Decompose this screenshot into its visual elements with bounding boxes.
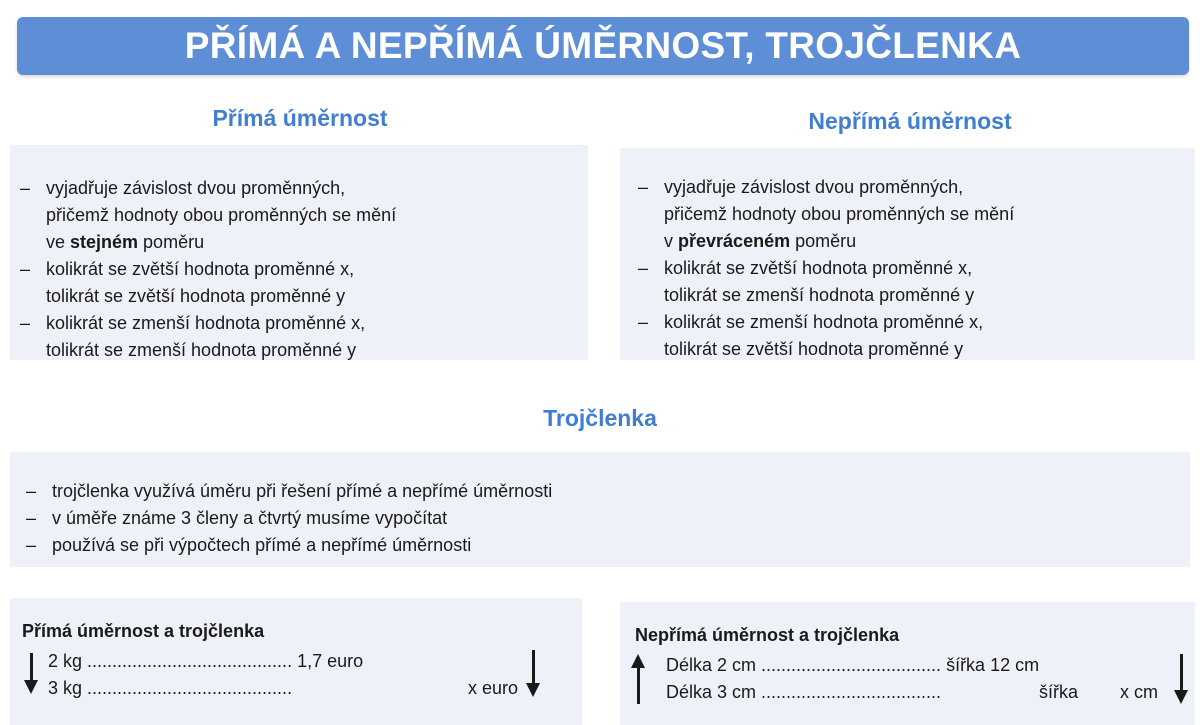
direct-heading: Přímá úměrnost — [212, 105, 388, 131]
row-right: x euro — [467, 678, 518, 698]
trojclenka-heading: Trojčlenka — [543, 405, 657, 431]
dash: – — [20, 178, 31, 198]
dash: – — [26, 535, 37, 555]
direct-example-row-1: 2 kg ......................................... 1,7 euro — [48, 651, 364, 671]
bullet-line: kolikrát se zvětší hodnota proměnné x, — [664, 258, 973, 278]
list-item — [638, 174, 1188, 255]
bullet-line: trojčlenka využívá úměru při řešení přímé a nepřímé úměrnosti — [52, 481, 553, 501]
direct-example-panel — [10, 598, 582, 725]
bullet-line — [46, 229, 580, 256]
title-banner — [17, 17, 1189, 75]
inverse-example-row-2 — [666, 682, 1158, 703]
inverse-panel — [620, 148, 1195, 360]
bullet-line: tolikrát se zvětší hodnota proměnné y — [46, 286, 346, 306]
direct-example-title: Přímá úměrnost a trojčlenka — [22, 621, 265, 641]
row-left: 3 kg ......................................... — [48, 678, 293, 698]
direct-panel — [10, 145, 588, 360]
inverse-example-panel — [620, 602, 1195, 725]
dash: – — [20, 313, 31, 333]
direct-example-row-2 — [48, 678, 518, 699]
inverse-bullet-list — [638, 174, 1188, 363]
bullet-line: přičemž hodnoty obou proměnných se mění — [46, 205, 397, 225]
text-fragment: ve — [46, 232, 71, 252]
list-item — [20, 310, 580, 364]
bullet-line: kolikrát se zvětší hodnota proměnné x, — [46, 259, 355, 279]
list-item — [26, 478, 1126, 505]
row-right: x cm — [1120, 682, 1158, 702]
list-item — [20, 256, 580, 310]
dash: – — [26, 508, 37, 528]
page-title: PŘÍMÁ A NEPŘÍMÁ ÚMĚRNOST, TROJČLENKA — [184, 25, 1022, 66]
direct-bullet-list — [20, 175, 580, 364]
trojclenka-panel — [10, 452, 1190, 567]
emphasis: stejném — [70, 232, 139, 252]
bullet-line: kolikrát se zmenší hodnota proměnné x, — [664, 312, 984, 332]
bullet-line: vyjadřuje závislost dvou proměnných, — [664, 177, 964, 197]
list-item — [26, 532, 1126, 559]
bullet-line — [664, 228, 1188, 255]
dash: – — [20, 259, 31, 279]
dash: – — [638, 177, 649, 197]
list-item — [638, 255, 1188, 309]
bullet-line: používá se při výpočtech přímé a nepřímé úměrnosti — [52, 535, 472, 555]
bullet-line: tolikrát se zvětší hodnota proměnné y — [664, 339, 964, 359]
inverse-heading: Nepřímá úměrnost — [808, 108, 1012, 134]
text-fragment: poměru — [138, 232, 205, 252]
text-fragment: v — [664, 231, 679, 251]
dash: – — [638, 312, 649, 332]
row-left: Délka 3 cm .................................... — [666, 682, 942, 702]
trojclenka-bullet-list — [26, 478, 1126, 559]
bullet-line: tolikrát se zmenší hodnota proměnné y — [46, 340, 357, 360]
list-item — [20, 175, 580, 256]
dash: – — [638, 258, 649, 278]
list-item — [26, 505, 1126, 532]
inverse-example-title: Nepřímá úměrnost a trojčlenka — [635, 625, 900, 645]
bullet-line: tolikrát se zmenší hodnota proměnné y — [664, 285, 975, 305]
bullet-line: kolikrát se zmenší hodnota proměnné x, — [46, 313, 366, 333]
text-fragment: poměru — [790, 231, 857, 251]
inverse-example-row-1: Délka 2 cm .................................... šířka 12 cm — [666, 655, 1040, 675]
bullet-line: přičemž hodnoty obou proměnných se mění — [664, 204, 1015, 224]
list-item — [638, 309, 1188, 363]
dash: – — [26, 481, 37, 501]
bullet-line: v úměře známe 3 členy a čtvrtý musíme vypočítat — [52, 508, 448, 528]
bullet-line: vyjadřuje závislost dvou proměnných, — [46, 178, 346, 198]
row-mid: šířka — [1039, 682, 1079, 702]
emphasis: převráceném — [678, 231, 791, 251]
